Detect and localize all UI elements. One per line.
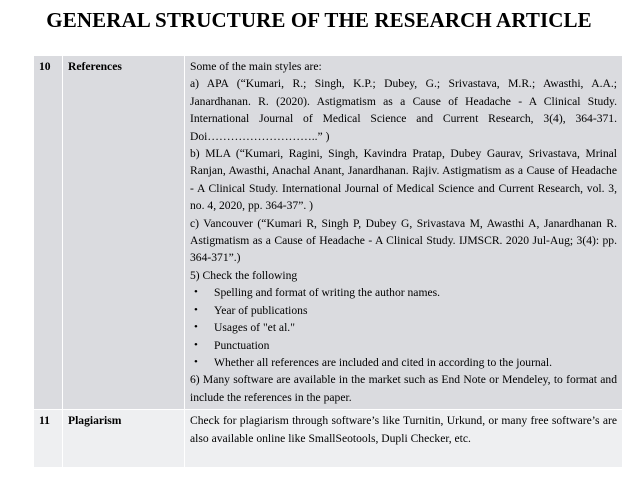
page-title: GENERAL STRUCTURE OF THE RESEARCH ARTICLE xyxy=(46,8,592,32)
list-item xyxy=(190,284,617,301)
references-content xyxy=(185,56,623,410)
styles-intro: Some of the main styles are: xyxy=(190,60,322,73)
row-number: 10 xyxy=(34,56,63,410)
list-item xyxy=(190,354,617,371)
row-label: Plagiarism xyxy=(63,410,185,468)
row-number: 11 xyxy=(34,410,63,468)
bullet-icon: • xyxy=(194,303,198,316)
bullet-icon: • xyxy=(194,355,198,368)
list-item-text: Punctuation xyxy=(214,338,270,352)
bullet-icon: • xyxy=(194,338,198,351)
list-item-text: Usages of "et al." xyxy=(214,321,295,335)
list-item xyxy=(190,337,617,354)
list-item-text: Spelling and format of writing the author names. xyxy=(214,286,441,300)
apa-example: a) APA (“Kumari, R.; Singh, K.P.; Dubey, G.; Srivastava, M.R.; Awasthi, A.A.; Janardhanan. R. (2020). Astigmatism as a Cause of Headache - A Clinical Study. International Journal of Medical Science and Current Research, 3(4), 364-371. Doi………………………..” ) xyxy=(190,77,617,143)
table-row xyxy=(34,410,623,468)
list-item xyxy=(190,319,617,336)
checklist xyxy=(190,284,617,371)
plagiarism-content: Check for plagiarism through software’s like Turnitin, Urkund, or many free software’s are also available online like SmallSeotools, Dupli Checker, etc. xyxy=(185,410,623,468)
vancouver-example: c) Vancouver (“Kumari R, Singh P, Dubey G, Srivastava M, Awasthi A, Janardhanan R. Astigmatism as a Cause of Headache - A Clinical Study. IJMSCR. 2020 Jul-Aug; 3(4): pp. 364-371”.) xyxy=(190,216,617,265)
bullet-icon: • xyxy=(194,286,198,299)
table-row xyxy=(34,56,623,410)
bullet-icon: • xyxy=(194,321,198,334)
mla-example: b) MLA (“Kumari, Ragini, Singh, Kavindra Pratap, Dubey Gaurav, Srivastava, Mrinal Ranjan, Awasthi, Anachal Anant, Janardhanan. Rajiv. Astigmatism as a Cause of Headache - A Clinical Study. International Journal of Medical Science and Current Research, vol. 3, no. 4, 2020, pp. 364-37”. ) xyxy=(190,147,617,213)
checklist-heading: 5) Check the following xyxy=(190,268,298,282)
list-item-text: Year of publications xyxy=(214,303,308,317)
list-item xyxy=(190,302,617,319)
row-label: References xyxy=(63,56,185,410)
list-item-text: Whether all references are included and cited in according to the journal. xyxy=(214,355,552,369)
software-note: 6) Many software are available in the market such as End Note or Mendeley, to format and include the references in the paper. xyxy=(190,373,617,404)
structure-table xyxy=(33,55,623,468)
